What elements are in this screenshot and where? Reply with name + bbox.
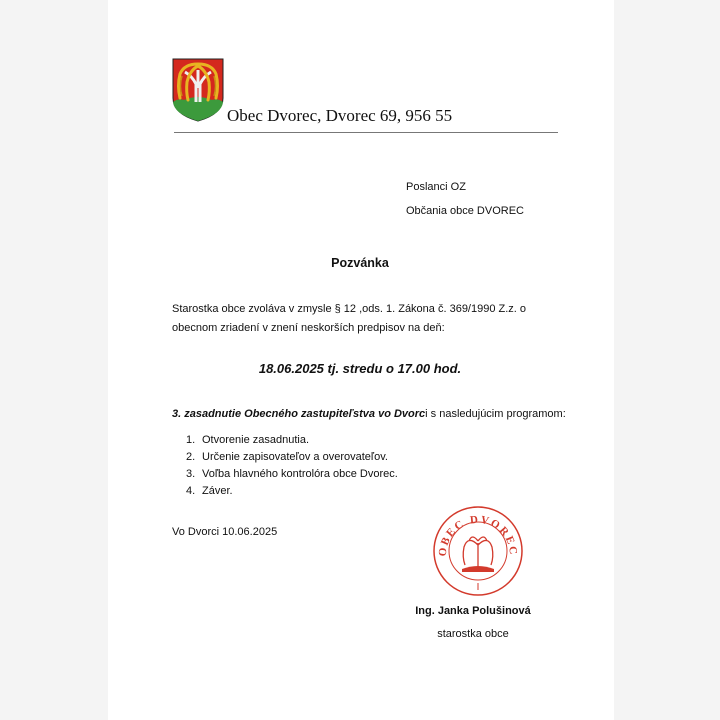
agenda-text: Otvorenie zasadnutia. [202,434,310,446]
meeting-line [172,408,566,420]
agenda-list [186,432,398,500]
meeting-date: 18.06.2025 tj. stredu o 17.00 hod. [258,361,462,376]
meeting-suffix: i s nasledujúcim programom: [425,408,566,420]
header-divider [174,132,558,133]
agenda-item [186,466,398,483]
agenda-number: 3. [186,468,196,480]
agenda-number: 2. [186,451,196,463]
stamp-text: OBEC DVOREC [436,513,520,557]
recipient-line: Poslanci OZ [406,181,466,193]
agenda-text: Určenie zapisovateľov a overovateľov. [202,451,388,463]
agenda-text: Voľba hlavného kontrolóra obce Dvorec. [202,468,398,480]
agenda-item [186,432,398,449]
agenda-item [186,449,398,466]
meeting-title: 3. zasadnutie Obecného zastupiteľstva vo Dvorc [172,408,426,420]
intro-paragraph: Starostka obce zvoláva v zmysle § 12 ,ods. 1. Zákona č. 369/1990 Z.z. o obecnom zriadení v znení neskorších predpisov na deň: [172,303,527,334]
recipient-line: Občania obce DVOREC [406,205,524,217]
place-and-date: Vo Dvorci 10.06.2025 [172,526,278,538]
signer-role: starostka obce [437,628,509,640]
official-stamp-icon [432,505,524,597]
agenda-text: Záver. [202,485,233,497]
municipality-header: Obec Dvorec, Dvorec 69, 956 55 [227,106,453,125]
signer-name: Ing. Janka Polušinová [415,605,531,617]
document-title: Pozvánka [331,256,389,270]
coat-of-arms-icon [172,58,224,122]
agenda-number: 4. [186,485,196,497]
agenda-number: 1. [186,434,196,446]
agenda-item [186,483,398,500]
